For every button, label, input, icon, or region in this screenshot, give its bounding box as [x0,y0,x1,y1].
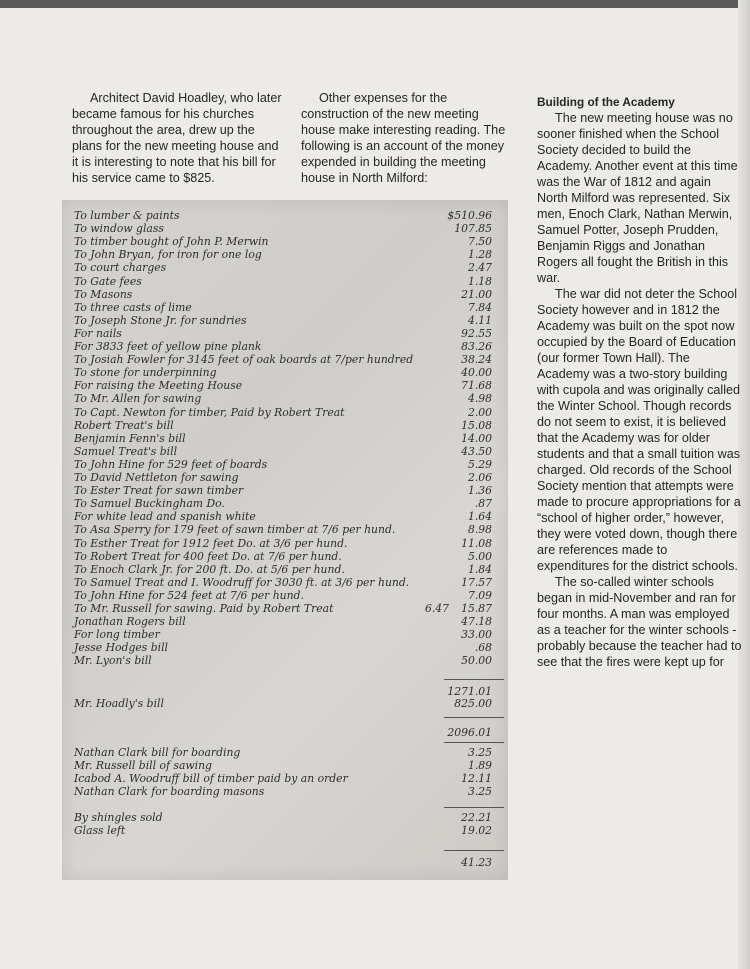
ledger-item-amount: 22.21 [461,811,492,824]
ledger-row [62,484,508,497]
ledger-item-amount: 71.68 [461,379,492,393]
ledger-item-description: Nathan Clark bill for boarding [74,746,241,759]
ledger-item-description: For long timber [74,628,160,642]
ledger-item-amount: 11.08 [461,536,492,550]
ledger-row [62,406,508,419]
ledger-item-amount: 40.00 [461,366,492,380]
ledger-item-description: Jonathan Rogers bill [74,615,186,629]
ledger-item-amount: 8.98 [467,523,492,537]
column-middle [301,90,514,186]
ledger-item-amount: 21.00 [461,287,492,301]
ledger-item-description: For 3833 feet of yellow pine plank [74,340,262,353]
academy-paragraph-3: The so-called winter schools began in mid-November and ran for four months. A man was employed as a teacher for the winter schools - probably because the teacher had to see that the fires were kept up for [537,575,742,669]
ledger-item-description: To Joseph Stone Jr. for sundries [74,313,247,327]
ledger-row [62,589,508,602]
ledger-row [62,445,508,458]
ledger-item-description: To Mr. Russell for sawing. Paid by Robert Treat [74,602,334,615]
hoadley-paragraph: Architect David Hoadley, who later became famous for his churches throughout the area, drew up the plans for the new meeting house and it is interesting to note that his bill for his service came to $825. [72,91,282,185]
ledger-row [62,340,508,353]
ledger-row [62,654,508,667]
ledger-row [62,523,508,536]
ledger-item-description: To John Hine for 529 feet of boards [74,457,268,471]
ledger-item-amount: 15.08 [461,418,492,432]
ledger-row [62,392,508,405]
ledger-total: 41.23 [461,856,492,869]
ledger-row [62,471,508,484]
ledger-item-description: For white lead and spanish white [74,510,256,524]
column-left [72,90,282,186]
ledger-item-description: To three casts of lime [74,300,192,314]
ledger-row [62,550,508,563]
ledger-item-amount: 19.02 [461,824,492,837]
ledger-rule [444,679,504,680]
ledger-row [62,537,508,550]
ledger-total-row [62,856,508,869]
ledger-rule [444,742,504,743]
ledger-item-amount: 7.50 [467,235,492,249]
ledger-item-description: To Capt. Newton for timber, Paid by Robert Treat [74,405,345,419]
ledger-item-description: To David Nettleton for sawing [74,471,239,484]
ledger-item-description: To Samuel Buckingham Do. [74,497,225,511]
ledger-item-description: To Esther Treat for 1912 feet Do. at 3/6 per hund. [74,536,348,550]
ledger-item-amount: 33.00 [461,628,492,642]
ledger-rule [444,807,504,808]
ledger-item-amount: 1.36 [467,484,492,498]
ledger-item-description: To Ester Treat for sawn timber [74,484,244,498]
column-right [537,94,742,670]
ledger-row [62,458,508,471]
ledger-item-description: For raising the Meeting House [74,379,243,393]
ledger-row [62,432,508,445]
hoadly-bill-label: Mr. Hoadly's bill [74,697,164,710]
ledger-item-amount: $510.96 [447,209,492,222]
ledger-item-amount: 47.18 [461,615,492,629]
ledger-photo [62,200,508,880]
ledger-row [62,811,508,824]
section-heading: Building of the Academy [537,95,675,109]
ledger-row [62,772,508,785]
ledger-row [62,261,508,274]
ledger-item-amount: 1.84 [467,562,492,576]
ledger-row [62,222,508,235]
ledger-item-description: Glass left [74,824,126,837]
ledger-item-amount: 1.18 [467,274,492,288]
ledger-item-amount: 38.24 [461,353,492,367]
ledger-item-amount: 2.00 [467,405,492,419]
expenses-intro-paragraph: Other expenses for the construction of the new meeting house make interesting reading. The following is an account of the money expended in building the meeting house in North Milford: [301,91,506,185]
ledger-item-amount: 14.00 [461,431,492,445]
hoadly-bill-amount: 825.00 [454,697,492,710]
ledger-row [62,235,508,248]
ledger-item-amount: 1.89 [467,759,492,772]
hoadly-bill-row [62,697,508,710]
ledger-item-amount: 43.50 [461,444,492,458]
ledger-row [62,248,508,261]
ledger-row [62,275,508,288]
ledger-row [62,576,508,589]
ledger-row [62,366,508,379]
ledger-item-amount: 50.00 [461,654,492,668]
ledger-item-description: Mr. Russell bill of sawing [74,759,212,772]
ledger-item-amount: 107.85 [454,222,492,236]
ledger-item-amount: 17.57 [461,575,492,589]
ledger-row [62,379,508,392]
ledger-row [62,746,508,759]
ledger-row [62,602,508,615]
ledger-row [62,288,508,301]
ledger-item-side-amount: 6.47 [425,602,450,615]
ledger-row [62,824,508,837]
ledger-item-description: Nathan Clark for boarding masons [74,785,265,798]
ledger-item-amount: .87 [474,497,492,511]
ledger-item-description: Mr. Lyon's bill [74,654,152,668]
ledger-subtotal-2: 2096.01 [447,726,492,739]
ledger-item-description: To window glass [74,222,164,236]
academy-paragraph-2: The war did not deter the School Society however and in 1812 the Academy was built on the spot now occupied by the Board of Education (our former Town Hall). The Academy was a two-story building with cupola and was originally called the Winter School. Though records do not seem to exist, it is believed that the Academy was for older students and that a small tuition was charged. Old records of the School Society mention that attempts were made to procure appropriations for a “school of higher order,” however, they were voted down, though there are references made to expenditures for the district schools. [537,287,741,573]
ledger-item-description: For nails [74,326,122,340]
ledger-item-description: To Mr. Allen for sawing [74,392,202,406]
ledger-row [62,641,508,654]
ledger-rule [444,850,504,851]
ledger-item-description: To lumber & paints [74,209,180,222]
ledger-item-amount: 3.25 [467,785,492,798]
ledger-item-description: To Gate fees [74,274,142,288]
ledger-item-amount: 4.98 [467,392,492,406]
ledger-item-amount: 15.87 [461,602,492,615]
ledger-subtotal-1: 1271.01 [447,685,492,698]
ledger-item-description: To Josiah Fowler for 3145 feet of oak boards at 7/per hundred [74,353,414,367]
ledger-item-amount: 92.55 [461,326,492,340]
ledger-item-amount: 7.84 [467,300,492,314]
ledger-item-description: To Masons [74,287,133,301]
ledger-item-amount: 4.11 [467,313,492,327]
ledger-item-description: To court charges [74,261,167,275]
ledger-item-description: To Enoch Clark Jr. for 200 ft. Do. at 5/6 per hund. [74,562,345,576]
ledger-item-amount: 12.11 [461,772,492,785]
ledger-item-description: Icabod A. Woodruff bill of timber paid by an order [74,772,348,785]
ledger-row [62,510,508,523]
ledger-row [62,785,508,798]
ledger-item-amount: 2.06 [467,471,492,484]
ledger-row [62,327,508,340]
ledger-item-description: To John Hine for 524 feet at 7/6 per hund. [74,588,304,602]
ledger-row [62,497,508,510]
ledger-rule [444,717,504,718]
ledger-row [62,615,508,628]
ledger-item-amount: 2.47 [467,261,492,275]
ledger-item-description: Samuel Treat's bill [74,444,178,458]
ledger-item-description: To Samuel Treat and I. Woodruff for 3030 ft. at 3/6 per hund. [74,575,410,589]
ledger-row [62,301,508,314]
ledger-item-description: Robert Treat's bill [74,418,174,432]
ledger-item-description: Jesse Hodges bill [74,641,168,655]
ledger-item-description: To John Bryan, for iron for one log [74,248,262,262]
ledger-item-description: To Asa Sperry for 179 feet of sawn timber at 7/6 per hund. [74,523,396,537]
ledger-item-amount: 1.64 [467,510,492,524]
ledger-row [62,628,508,641]
ledger-row [62,209,508,222]
ledger-item-description: To Robert Treat for 400 feet Do. at 7/6 per hund. [74,549,342,563]
ledger-row [62,563,508,576]
ledger-row [62,759,508,772]
academy-paragraph-1: The new meeting house was no sooner finished when the School Society decided to build the Academy. Another event at this time was the War of 1812 and again North Milford was represented. Six men, Enoch Clark, Nathan Merwin, Samuel Potter, Joseph Prudden, Benjamin Riggs and Jonathan Rogers all fought the British in this war. [537,111,738,285]
ledger-item-amount: 5.00 [467,549,492,563]
ledger-row [62,419,508,432]
ledger-item-description: To stone for underpinning [74,366,217,380]
ledger-item-description: To timber bought of John P. Merwin [74,235,269,249]
ledger-item-amount: 83.26 [461,340,492,353]
ledger-item-amount: 1.28 [467,248,492,262]
ledger-item-description: By shingles sold [74,811,163,824]
ledger-item-amount: .68 [474,641,492,655]
top-edge-strip [0,0,750,8]
ledger-subtotal-row [62,726,508,739]
ledger-item-amount: 5.29 [467,457,492,471]
ledger-row [62,353,508,366]
ledger-row [62,314,508,327]
ledger-item-amount: 3.25 [467,746,492,759]
ledger-item-amount: 7.09 [467,588,492,602]
ledger-item-description: Benjamin Fenn's bill [74,431,186,445]
